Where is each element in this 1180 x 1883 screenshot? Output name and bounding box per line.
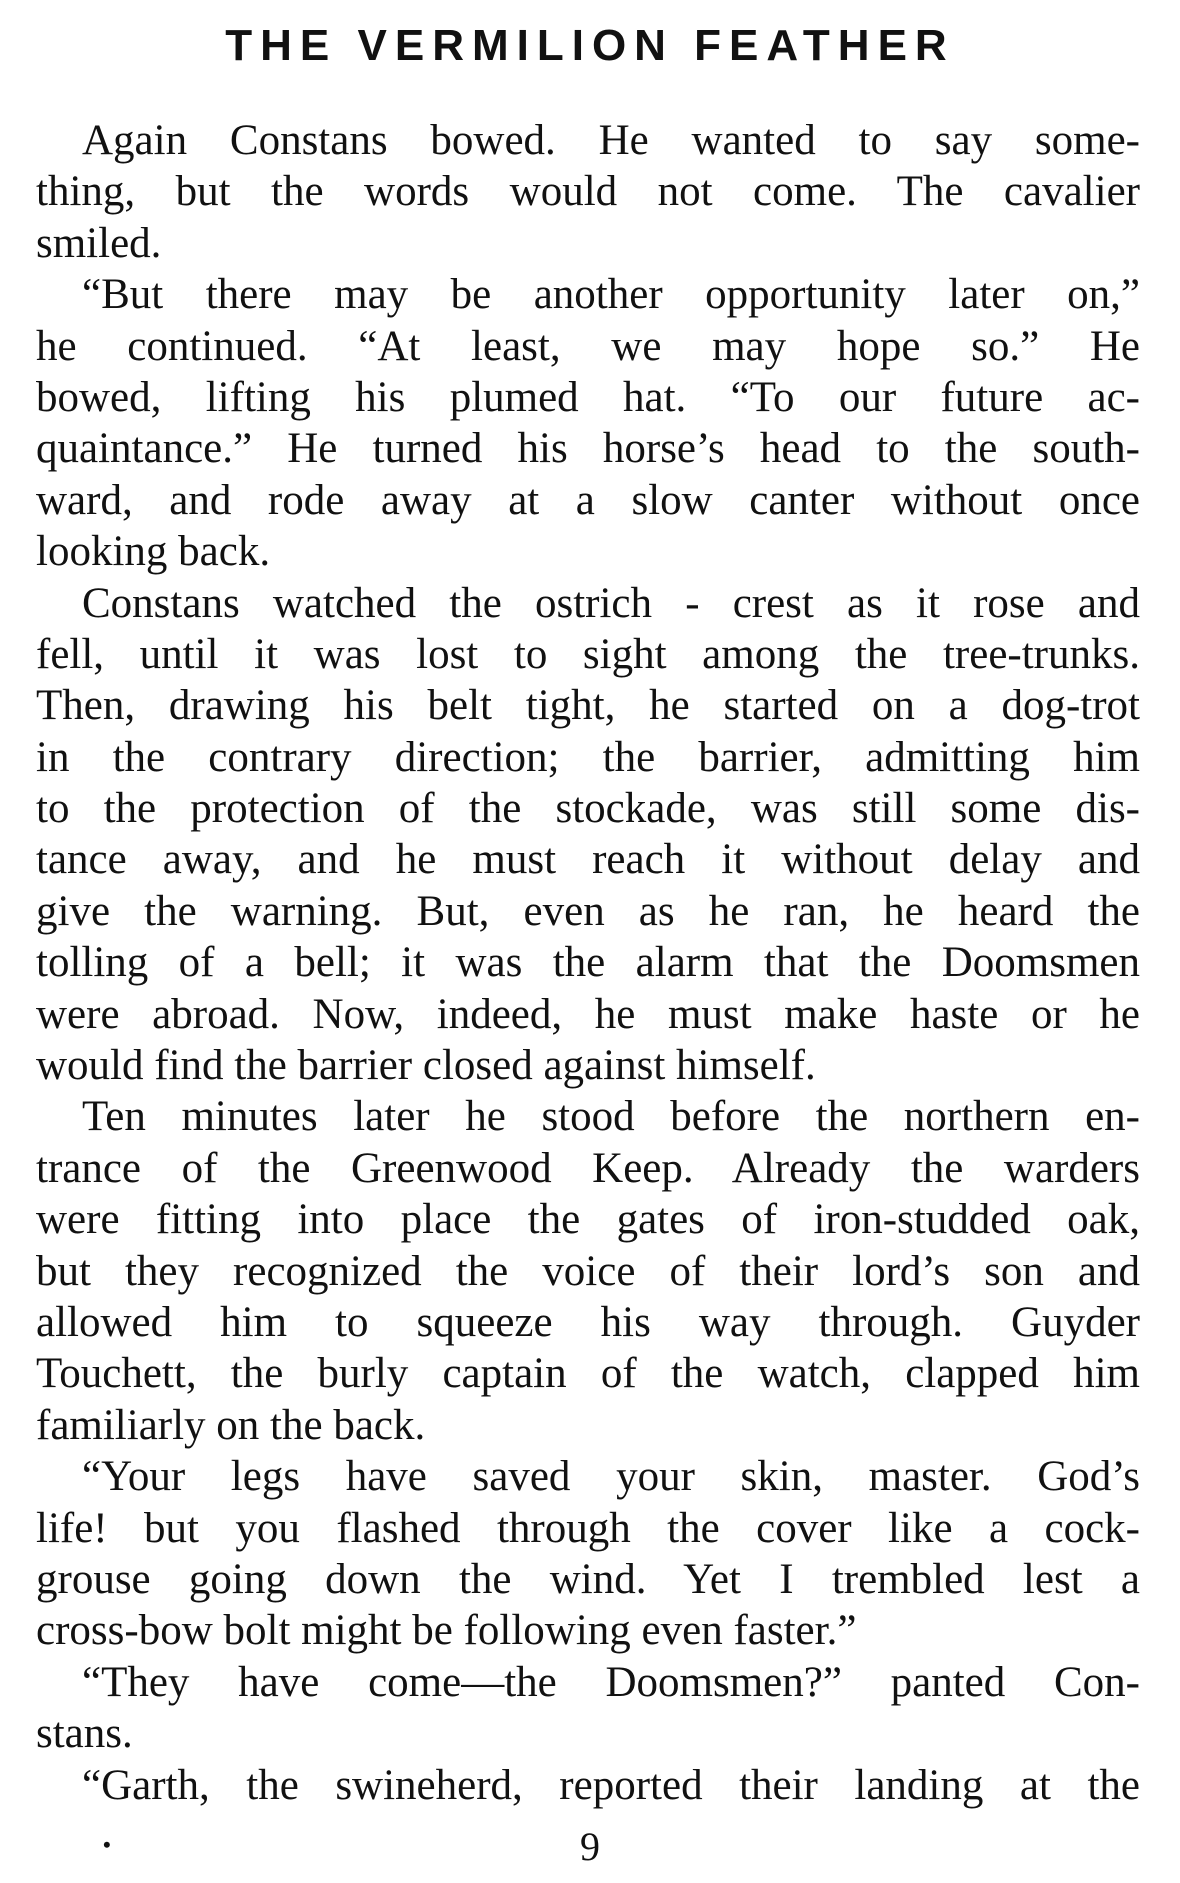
text-line: looking back.: [36, 528, 271, 576]
text-line: tolling of a bell; it was the alarm that the Doomsmen: [36, 939, 1140, 987]
text-line: in the contrary direction; the barrier, admitting him: [36, 733, 1140, 781]
text-line: Then, drawing his belt tight, he started on a dog-trot: [36, 682, 1140, 730]
text-line: smiled.: [36, 219, 162, 267]
signature-mark: •: [103, 1832, 111, 1857]
text-line: cross-bow bolt might be following even faster.”: [36, 1607, 857, 1655]
text-line: allowed him to squeeze his way through. Guyder: [36, 1298, 1140, 1346]
text-line: he continued. “At least, we may hope so.” He: [36, 322, 1140, 370]
page-footer: [0, 1822, 1180, 1872]
text-line: Again Constans bowed. He wanted to say some-: [82, 117, 1140, 164]
text-line: “But there may be another opportunity later on,”: [82, 271, 1140, 319]
text-line: fell, until it was lost to sight among the tree-trunks.: [36, 630, 1140, 678]
text-line: “They have come—the Doomsmen?” panted Con-: [82, 1658, 1140, 1706]
text-line: stans.: [36, 1710, 133, 1758]
text-line: give the warning. But, even as he ran, he heard the: [36, 887, 1140, 935]
page-number: 9: [580, 1824, 600, 1869]
text-line: trance of the Greenwood Keep. Already the warders: [36, 1144, 1140, 1192]
text-line: Ten minutes later he stood before the northern en-: [82, 1093, 1140, 1141]
text-line: tance away, and he must reach it without delay and: [36, 836, 1140, 884]
text-line: thing, but the words would not come. The cavalier: [36, 168, 1140, 216]
text-line: “Your legs have saved your skin, master. God’s: [82, 1453, 1140, 1501]
body-text: [36, 115, 1140, 1811]
text-line: Touchett, the burly captain of the watch, clapped him: [36, 1350, 1140, 1398]
text-line: to the protection of the stockade, was still some dis-: [36, 785, 1140, 833]
text-line: but they recognized the voice of their lord’s son and: [36, 1247, 1140, 1295]
text-line: Constans watched the ostrich - crest as it rose and: [82, 579, 1140, 627]
text-line: ward, and rode away at a slow canter without once: [36, 476, 1140, 524]
text-line: would find the barrier closed against himself.: [36, 1042, 816, 1090]
text-line: were abroad. Now, indeed, he must make haste or he: [36, 990, 1140, 1038]
text-line: “Garth, the swineherd, reported their landing at the: [82, 1761, 1140, 1809]
text-line: bowed, lifting his plumed hat. “To our future ac-: [36, 373, 1140, 421]
text-line: familiarly on the back.: [36, 1401, 426, 1449]
text-line: were fitting into place the gates of iron-studded oak,: [36, 1196, 1140, 1244]
running-head: THE VERMILION FEATHER: [225, 21, 955, 70]
text-line: grouse going down the wind. Yet I trembled lest a: [36, 1555, 1140, 1603]
text-line: life! but you flashed through the cover like a cock-: [36, 1504, 1140, 1552]
text-line: quaintance.” He turned his horse’s head to the south-: [36, 425, 1140, 473]
